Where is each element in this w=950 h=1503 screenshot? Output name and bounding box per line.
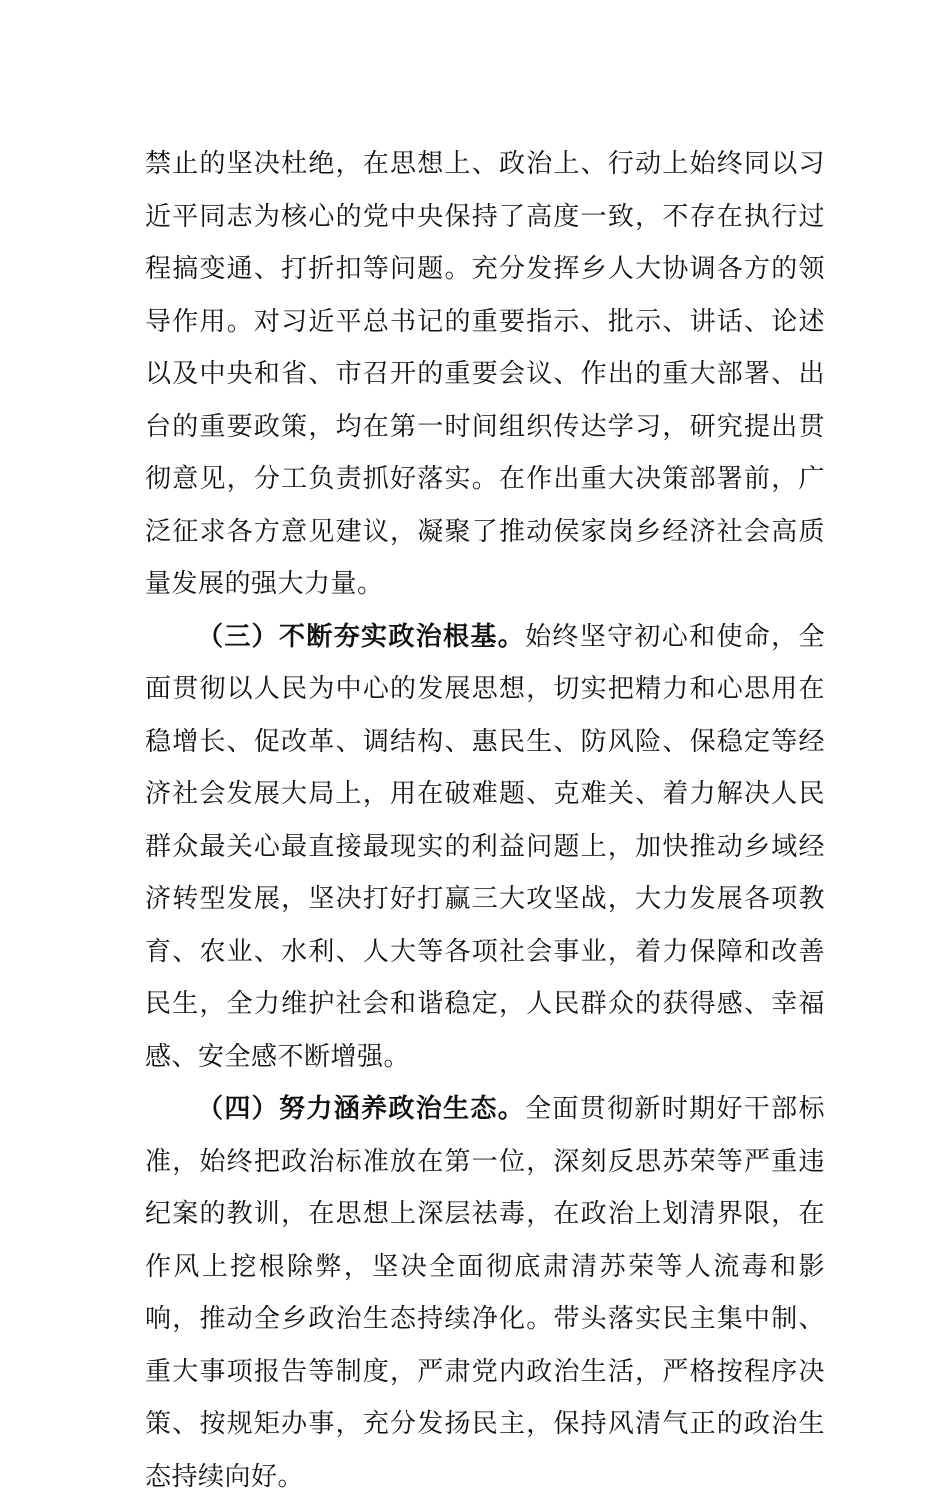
paragraph-text: 禁止的坚决杜绝，在思想上、政治上、行动上始终同以习近平同志为核心的党中央保持了高度一致，不存在执行过程搞变通、打折扣等问题。充分发挥乡人大协调各方的领导作用。对习近平总书记的重要指示、批示、讲话、论述以及中央和省、市召开的重要会议、作出的重大部署、出台的重要政策，均在第一时间组织传达学习，研究提出贯彻意见，分工负责抓好落实。在作出重大决策部署前，广泛征求各方意见建议，凝聚了推动侯家岗乡经济社会高质量发展的强大力量。 (145, 149, 825, 599)
section-heading: （三）不断夯实政治根基。 (197, 621, 526, 652)
paragraph-text: 始终坚守初心和使命，全面贯彻以人民为中心的发展思想，切实把精力和心思用在稳增长、促改革、调结构、惠民生、防风险、保稳定等经济社会发展大局上，用在破难题、克难关、着力解决人民群众最关心最直接最现实的利益问题上，加快推动乡域经济转型发展，坚决打好打赢三大攻坚战，大力发展各项教育、农业、水利、人大等各项社会事业，着力保障和改善民生，全力维护社会和谐稳定，人民群众的获得感、幸福感、安全感不断增强。 (145, 621, 825, 1072)
section-heading: （四）努力涵养政治生态。 (197, 1094, 526, 1124)
paragraph-section-3 (145, 611, 825, 1084)
paragraph-section-4 (145, 1083, 825, 1503)
paragraph-continuation (145, 138, 825, 611)
document-page (145, 138, 825, 1503)
paragraph-text: 全面贯彻新时期好干部标准，始终把政治标准放在第一位，深刻反思苏荣等严重违纪案的教训，在思想上深层祛毒，在政治上划清界限，在作风上挖根除弊，坚决全面彻底肃清苏荣等人流毒和影响，推动全乡政治生态持续净化。带头落实民主集中制、重大事项报告等制度，严肃党内政治生活，严格按程序决策、按规矩办事，充分发扬民主，保持风清气正的政治生态持续向好。 (145, 1094, 825, 1492)
